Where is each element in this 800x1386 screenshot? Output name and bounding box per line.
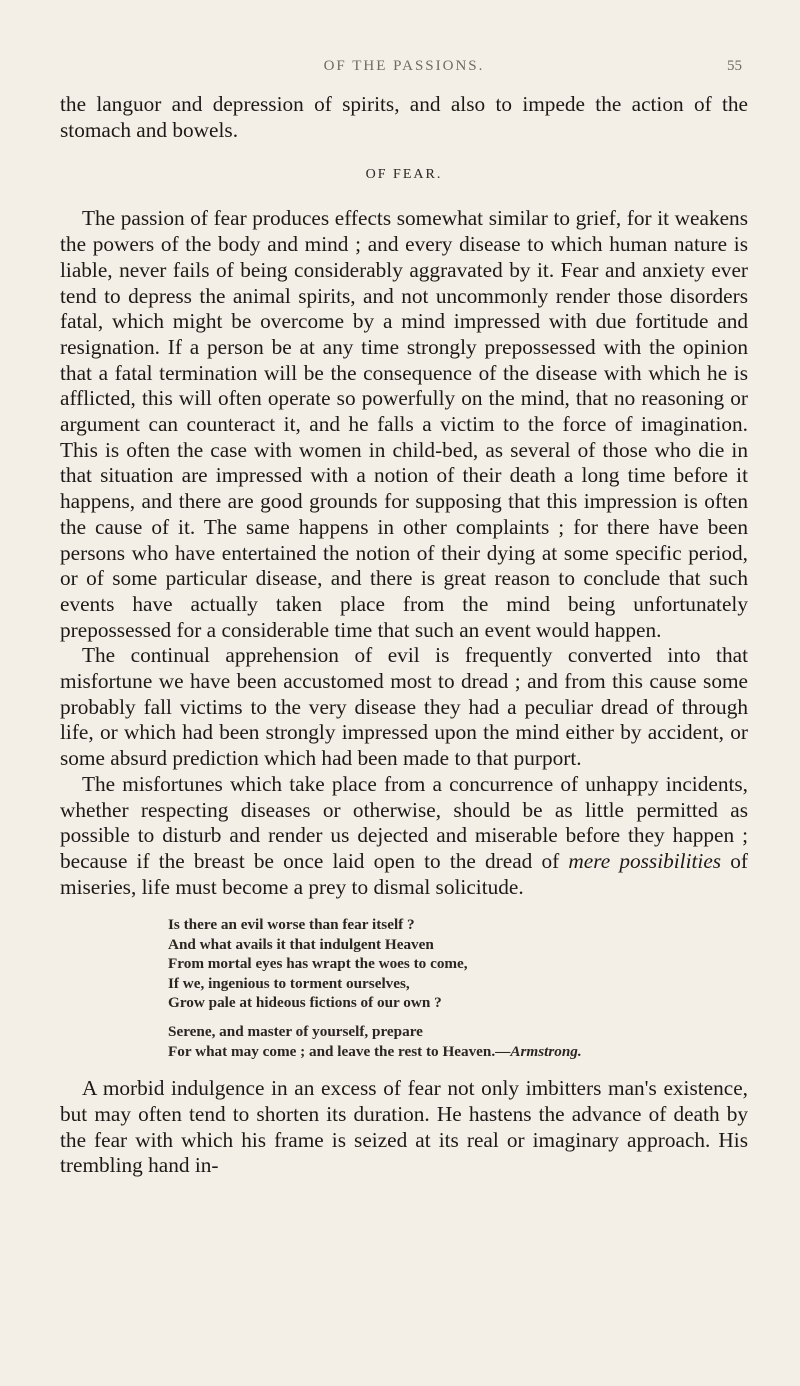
paragraph-misfortunes-end: of miseries, life must become a prey to dismal solicitude. bbox=[60, 848, 748, 899]
verse-stanza bbox=[168, 915, 748, 1012]
verse-line-text: For what may come ; and leave the rest to Heaven.— bbox=[168, 1042, 511, 1060]
continued-paragraph: the languor and depression of spirits, and also to impede the action of the stomach and bowels. bbox=[60, 92, 748, 142]
verse-quotation bbox=[168, 915, 748, 1061]
verse-line: Is there an evil worse than fear itself ? bbox=[168, 916, 415, 934]
paragraph-fear-effects: The passion of fear produces effects somewhat similar to grief, for it weakens the powers of the body and mind ; and every disease to which human nature is liable, never fails of being considerably aggravated by it. Fear and anxiety ever tend to depress the animal spirits, and not uncommonly render those disorders fatal, which might be overcome by a mind impressed with due fortitude and resignation. If a person be at any time strongly prepossessed with the opinion that a fatal termination will be the consequence of the disease with which he is afflicted, this will often operate so powerfully on the mind, that no reasoning or argument can counteract it, and he falls a victim to the force of imagination. This is often the case with women in child-bed, as several of those who die in that situation are impressed with a notion of their death a long time before it happens, and there are good grounds for supposing that this impression is often the cause of it. The same happens in other complaints ; for there have been persons who have entertained the notion of their dying at some specific period, or of some particular disease, and there is great reason to conclude that such events have actually taken place from the mind being unfortunately prepossessed for a considerable time that such an event would happen. bbox=[60, 206, 748, 642]
section-heading: OF FEAR. bbox=[365, 167, 443, 183]
paragraph-misfortunes-start: The misfortunes which take place from a concurrence of unhappy incidents, whether respecting diseases or otherwise, should be as little permitted as possible to disturb and render us dejected and miserable before they happen ; because if the breast be once laid open to the dread of bbox=[60, 771, 748, 873]
verse-line: Serene, and master of yourself, prepare bbox=[168, 1023, 423, 1041]
verse-line bbox=[168, 1042, 748, 1061]
verse-line: Grow pale at hideous fictions of our own ? bbox=[168, 994, 442, 1012]
verse-line: From mortal eyes has wrapt the woes to come, bbox=[168, 955, 468, 973]
paragraph-apprehension: The continual apprehension of evil is frequently converted into that misfortune we have been accustomed most to dread ; and from this cause some probably fall victims to the very disease they had a peculiar dread of through life, or which had been strongly impressed upon the mind either by accident, or some absurd prediction which had been made to that purport. bbox=[60, 643, 748, 771]
verse-stanza bbox=[168, 1022, 748, 1061]
page-number: 55 bbox=[727, 58, 742, 74]
running-head bbox=[60, 58, 748, 80]
paragraph-morbid-indulgence: A morbid indulgence in an excess of fear not only imbitters man's existence, but may often tend to shorten its duration. He hastens the advance of death by the fear with which his frame is seized at its real or imaginary approach. His trembling hand in- bbox=[60, 1076, 748, 1178]
verse-line: And what avails it that indulgent Heaven bbox=[168, 935, 434, 953]
emphasis-mere-possibilities: mere possibilities bbox=[568, 848, 722, 873]
body-text bbox=[60, 92, 748, 1179]
paragraph-misfortunes bbox=[60, 772, 748, 901]
verse-attribution: Armstrong. bbox=[510, 1042, 582, 1060]
running-title: OF THE PASSIONS. bbox=[323, 58, 485, 74]
verse-line: If we, ingenious to torment ourselves, bbox=[168, 974, 410, 992]
